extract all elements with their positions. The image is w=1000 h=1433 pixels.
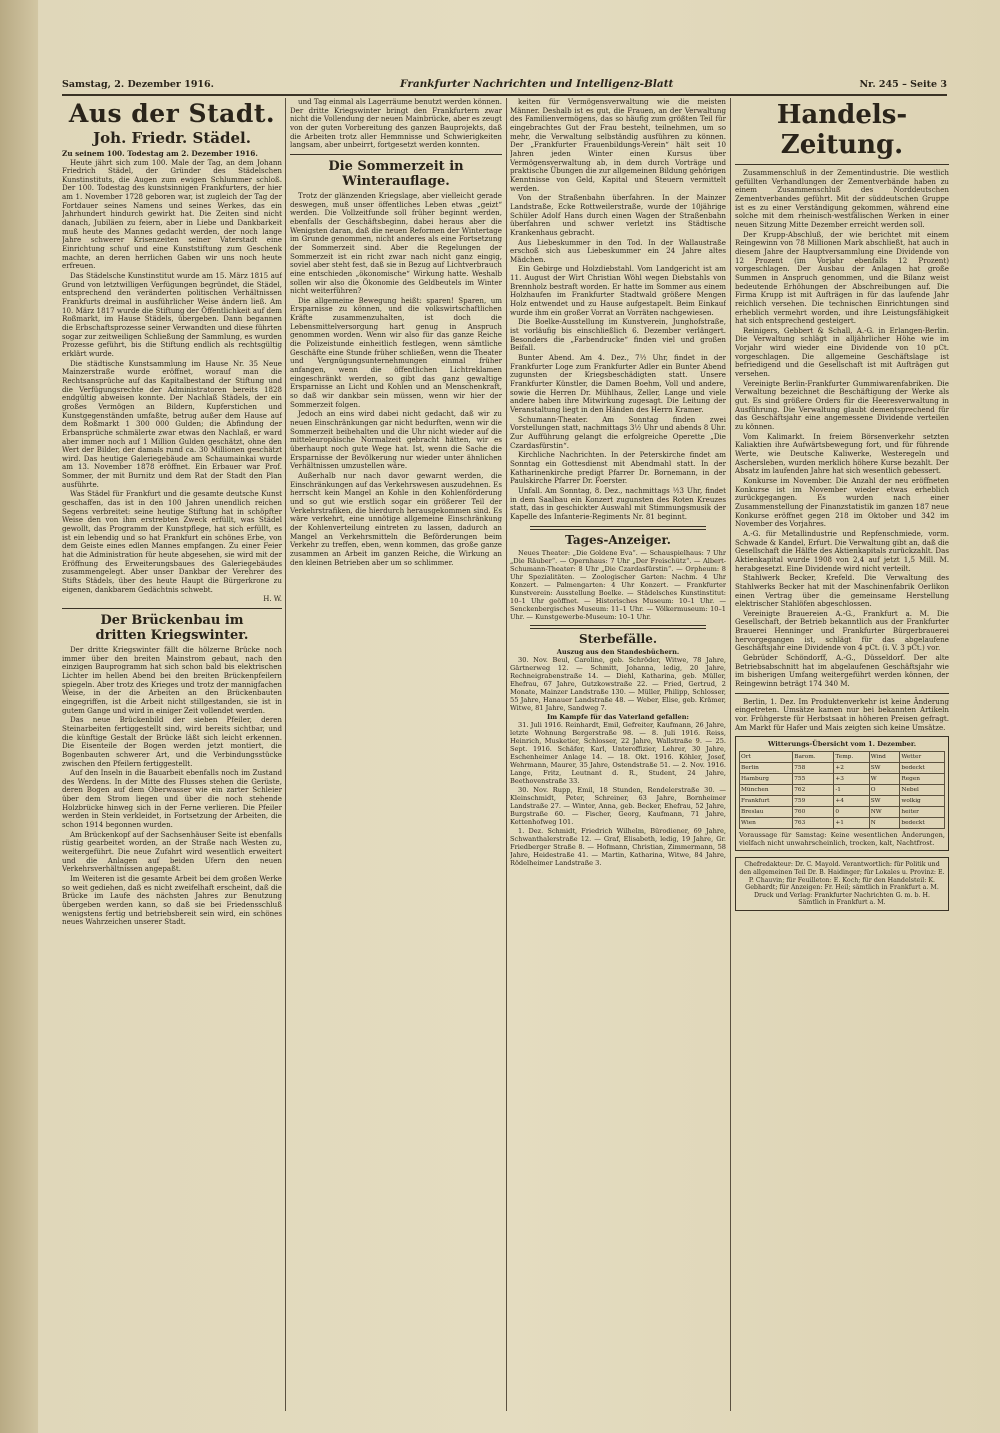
table-cell: N [869,818,900,829]
weather-header-cell: Ort [740,752,793,763]
weather-header-cell: Barom. [793,752,834,763]
table-cell: +1 [834,818,869,829]
news-item: Unfall. Am Sonntag, 8. Dez., nachmittags ½3 Uhr, findet in dem Saalbau ein Konzert zugunsten des Roten Kreuzes statt, das in geschickter Auswahl mit Stimmungsmusik der Kapelle des Infanterie-Regiments Nr. 81 beginnt. [510,485,726,521]
table-cell: +4 [834,796,869,807]
table-cell: Frankfurt [740,796,793,807]
section-title-handels-zeitung: Handels-Zeitung. [776,100,908,160]
table-row [740,818,945,829]
article-paragraph: Das neue Brückenbild der sieben Pfeiler, deren Steinarbeiten fertiggestellt sind, wird bereits sichtbar, und die künftige Gestalt der Brücke läßt sich leicht erkennen. Die Eisenteile der Bogen werden jetzt montiert, die Bogenbauten schwerer Art, und die Verbindungsstücke zwischen den Pfeilern fertiggestellt. [62,715,282,768]
masthead [62,74,947,96]
article-paragraph: Auf den Inseln in die Bauarbeit ebenfalls noch im Zustand des Werdens. In der Mitte des Flusses stehen die Gerüste, deren Bogen auf dem Oberwasser wie ein zarter Schleier über dem Strom liegen und über die noch stehende Holzbrücke hinweg sich in der Ferne verlieren. Die Pfeiler werden in Stein verkleidet, in Fortsetzung der Arbeiten, die schon 1914 begonnen wurden. [62,768,282,830]
masthead-date: Samstag, 2. Dezember 1916. [62,78,214,90]
table-cell: 0 [834,807,869,818]
table-cell: Breslau [740,807,793,818]
table-cell: 762 [793,785,834,796]
article-paragraph: Die allgemeine Bewegung heißt: sparen! Sparen, um Ersparnisse zu können, und die volkswirtschaftlichen Kräfte zusammenzuhalten, ist doch die Lebensmittelversorgung hart genug in Anspruch genommen worden. Wenn wir also für das ganze Reiche die Polizeistunde einheitlich festlegen, wenn sämtliche Geschäfte eine Stunde früher schließen, wenn die Theater und Vergnügungsunternehmungen einmal früher anfangen, wenn die öffentlichen Lichtreklamen eingeschränkt werden, so gibt das ganz gewaltige Ersparnisse an Licht und Kohlen und an Menschenkraft, so daß wir dankbar sein müssen, wenn wir hier der Sommerzeit folgen. [290,295,502,409]
article-paragraph: Was Städel für Frankfurt und die gesamte deutsche Kunst geschaffen, das ist in den 100 Jahren unendlich reichen Segens verbreitet: seine heutige Stiftung hat in schöpfter Weise den von ihm erstrebten Zweck erfüllt, was Städel gewollt, das Programm der Kunstpflege, hat sich erfüllt, es ist ein lebendig und so hat Frankfurt ein schönes Erbe, von dem Geiste eines edlen Mannes empfangen. Zu einer Feier hat die Administration für heute abgesehen, sie wird mit der Eröffnung des Erweiterungsbaues des Galeriegebäudes zusammengelegt. Aber unser Dankbar der Verehrer des Stifts Städels, über des heute Haupt die Bürgerkrone zu eigenen, dankbarem Gedächtnis schwebt. [62,489,282,594]
article-paragraph: Die städtische Kunstsammlung im Hause Nr. 35 Neue Mainzerstraße wurde eröffnet, worauf man die Rechtsansprüche auf das Kapitalbestand der Stiftung und die Verfügungsrechte der Administratoren bereits 1828 endgültig abweisen konnte. Der Nachlaß Städels, der ein großes Vermögen an Bildern, Kupferstichen und Kunstgegenständen umfaßte, betrug außer dem Hause auf dem Roßmarkt 1 300 000 Gulden; die Abfindung der Erbansprüche schmälerte zwar etwas den Nachlaß, er ward aber immer noch auf 1 Million Gulden geschätzt, ohne den Wert der Bilder, der damals rund ca. 30 Millionen geschätzt wird. Das heutige Galeriegebäude am Schaumainkai wurde am 13. November 1878 eröffnet. Ein Erbauer war Prof. Sommer, der mit Burnitz und dem Rat der Stadt den Plan ausführte. [62,358,282,489]
article-paragraph: keiten für Vermögensverwaltung wie die meisten Männer. Deshalb ist es gut, die Frauen, an der Verwaltung des Familienvermögens, das so häufig zum größten Teil für eingebrachtes Gut der Frau besteht, teilnehmen, um so mehr, die Verwaltung selbständig ausführen zu können. Der „Frankfurter Frauenbildungs-Verein“ hält seit 10 Jahren jeden Winter einen Kursus über Vermögensverwaltung ab, in dem durch Vorträge und praktische Übungen die zur allgemeinen Bildung gehörigen Kenntnisse von Geld, Kapital und Steuern vermittelt werden. [510,98,726,193]
article-paragraph: Trotz der glänzenden Kriegslage, aber vielleicht gerade deswegen, muß unser öffentliches Leben etwas „geizt“ werden. Die Vollzeitfunde soll früher beginnt werden, ebenfalls der Geschäftsbeginn, dabei heraus aber die Wenigsten daran, daß die neuen Reformen der Wintertage im Grunde genommen, nicht anderes als eine Fortsetzung der Sommerzeit sind. Aber die Regelungen der Sommerzeit ist ein richt zwar nach nicht ganz eingig, soviel aber steht fest, daß sie in Bezug auf Lichtverbrauch eine entschieden „ökonomische“ Wirkung hatte. Weshalb sollen wir also die Ökonomie des Geldbeutels im Winter nicht weiterführen? [290,190,502,296]
commerce-item: Zusammenschluß in der Zementindustrie. Die westlich gefüllten Verhandlungen der Zementverbände haben zu einem Zusammenschluß des Norddeutschen Zementverbandes geführt. Mit der süddeutschen Gruppe ist es zu einer Verständigung gekommen, während eine solche mit dem rheinisch-westfälischen Werken in einer neuen Sitzung Mitte Dezember erreicht werden soll. [735,168,949,229]
article-lead: Zu seinem 100. Todestag am 2. Dezember 1916. [62,149,258,158]
table-cell: München [740,785,793,796]
article-paragraph: Jedoch an eins wird dabei nicht gedacht, daß wir zu neuen Einschränkungen gar nicht bedurften, wenn wir die Sommerzeit beibehalten und die Uhr nicht wieder auf die mitteleuropäische Normalzeit gebracht hätten, wir es überhaupt noch gute Wege hat. Ist, wenn die Sache die Ersparnisse der Bevölkerung nur wieder unter ähnlichen Verhältnissen umzustellen wäre. [290,409,502,471]
column-rule [730,98,731,1411]
page-binding [0,0,38,1433]
table-cell: +2 [834,763,869,774]
article-paragraph: Im Weiteren ist die gesamte Arbeit bei dem großen Werke so weit gediehen, daß es nicht zweifelhaft erscheint, daß die Brücke im Laufe des nächsten Jahres zur Benutzung übergeben werden kann, so daß sie bei Friedensschluß wenigstens fertig und betriebsbereit sein wird, ein schönes neues Wahrzeichen unserer Stadt. [62,874,282,927]
table-cell: +3 [834,774,869,785]
weather-box [735,736,949,851]
weather-header-cell: Wind [869,752,900,763]
article-paragraph: Außerhalb nur nach davor gewarnt werden, die Einschränkungen auf das Verkehrswesen auszudehnen. Es herrscht kein Mangel an Kohle in den Kohlenförderung und so gut wie erstlich sogar ein größerer Teil der Verkehrstrafiken, die hierdurch herausgekommen sind. Es wäre verkehrt, eine unnötige allgemeine Einschränkung der Kohlenverteilung eintreten zu lassen, dadurch an Mangel an Verkehrsmitteln die Beförderungen beim Verkehr zu treffen, eben, wenn kommen, das große ganze zusammen an Arbeit im ganzen Reiche, die Wirkung an den kleinen Betrieben aber um so schlimmer. [290,470,502,567]
table-cell: Regen [900,774,945,785]
commerce-item: Der Krupp-Abschluß, der wie berichtet mit einem Reingewinn von 78 Millionen Mark abschließt, hat auch in diesem Jahre der Hauptversammlung eine Dividende von 12 Prozent (im Vorjahr ebenfalls 12 Prozent) vorgeschlagen. Der Ausbau der Anlagen hat große Summen in Anspruch genommen, und die Bilanz weist bedeutende Erhöhungen der Abschreibungen auf. Die Firma Krupp ist mit Aufträgen in für das laufende Jahr reichlich versehen. Die technischen Einrichtungen sind erheblich vermehrt worden, und ihre Leistungsfähigkeit hat sich entsprechend gesteigert. [735,229,949,326]
table-row [740,774,945,785]
table-cell: SW [869,763,900,774]
table-cell: 760 [793,807,834,818]
column-notices [510,98,726,1413]
news-item: Aus Liebeskummer in den Tod. In der Wallaustraße erschoß sich aus Liebeskummer ein 24 Jahre altes Mädchen. [510,237,726,264]
divider [735,693,949,694]
commerce-item: Reinigers, Gebbert & Schall, A.-G. in Erlangen-Berlin. Die Verwaltung schlägt in alljährlicher Höhe wie im Vorjahr wird wieder eine Dividende von 10 pCt. vorgeschlagen. Die allgemeine Geschäftslage ist befriedigend und die Gesellschaft ist mit Aufträgen gut versehen. [735,325,949,379]
article-title-bridge-line2: dritten Kriegswinter. [95,627,249,643]
weather-forecast: Voraussage für Samstag: Keine wesentlichen Änderungen, vielfach nicht unwahrscheinlich, trocken, kalt, Nachtfrost. [739,831,945,848]
weather-header-row [740,752,945,763]
events-listing: Neues Theater: „Die Goldene Eva“. — Schauspielhaus: 7 Uhr „Die Räuber“. — Opernhaus: 7 Uhr „Der Freischütz“. — Albert-Schumann-Theater: 8 Uhr „Die Czardasfürstin“. — Orpheum: 8 Uhr Spezialitäten. — Zoologischer Garten: Nachm. 4 Uhr Konzert. — Palmengarten: 4 Uhr Konzert. — Frankfurter Kunstverein: Ausstellung Boelke. — Städelsches Kunstinstitut: 10–1 Uhr geöffnet. — Historisches Museum: 10–1 Uhr. — Senckenbergisches Museum: 11–1 Uhr. — Völkermuseum: 10–1 Uhr. — Kunstgewerbe-Museum: 10–1 Uhr. [510,548,726,621]
table-row [740,785,945,796]
divider [290,154,502,155]
divider [735,164,949,165]
section-title-sterbefaelle: Sterbefälle. [578,631,658,646]
table-cell: 755 [793,774,834,785]
commerce-item: Stahlwerk Becker, Krefeld. Die Verwaltung des Stahlwerks Becker hat mit der Maschinenfabrik Oerlikon einen Vertrag über die gemeinsame Herstellung elektrischer Stahlöfen abgeschlossen. [735,573,949,609]
commerce-item: Vom Kalimarkt. In freiem Börsenverkehr setzten Kaliaktien ihre Aufwärtsbewegung fort, und für führende Werte, wie Deutsche Kaliwerke, Westeregeln und Aschersleben, wurden merklich höhere Kurse bezahlt. Der Absatz im laufenden Jahre hat sich wesentlich gebessert. [735,431,949,476]
table-cell: W [869,774,900,785]
article-title-bridge-line1: Der Brückenbau im [100,612,244,628]
market-report: Berlin, 1. Dez. Im Produktenverkehr ist keine Änderung eingetreten. Umsätze kamen nur bei bekannten Artikeln vor. Frühgerste für Herbstsaat in höheren Preisen gefragt. Am Markt für Hafer und Mais zeigten sich keine Umsätze. [735,696,949,732]
commerce-item: A.-G. für Metallindustrie und Repfenschmiede, vorm. Schwade & Kandel, Erfurt. Die Verwaltung gibt an, daß die Gesellschaft die Hälfte des Aktienkapitals zurückzahlt. Das Aktienkapital wurde 1908 von 2,4 auf jetzt 1,5 Mill. M. herabgesetzt. Eine Dividende wird nicht verteilt. [735,528,949,573]
article-paragraph: Das Städelsche Kunstinstitut wurde am 15. März 1815 auf Grund von letztwilligen Verfügungen begründet, die Städel, entsprechend den veränderten politischen Verhältnissen Frankfurts dreimal in ausführlicher Weise ändern ließ. Am 10. März 1817 wurde die Stiftung der Öffentlichkeit auf dem Roßmarkt, im Hause Städels, übergeben. Dann begannen die Erbschaftsprozesse seiner Verwandten und diese führten sogar zur zeitweiligen Schließung der Sammlung, es wurden Prozesse geführt, bis die Stiftung endlich als rechtsgültig erklärt wurde. [62,271,282,358]
death-notices-list: 1. Dez. Schmidt, Friedrich Wilhelm, Bürodiener, 69 Jahre, Schwanthalerstraße 12. — Graf, Elisabeth, ledig, 19 Jahre, Gr. Friedberger Straße 8. — Hofmann, Christian, Zimmermann, 58 Jahre, Heidestraße 41. — Martin, Katharina, Witwe, 84 Jahre, Rödelheimer Landstraße 3. [510,826,726,867]
column-rule [285,98,286,1411]
column-commerce [735,98,949,1413]
table-cell: 758 [793,763,834,774]
news-item: Kirchliche Nachrichten. In der Peterskirche findet am Sonntag ein Gottesdienst mit Abendmahl statt. In der Katharinenkirche predigt Pfarrer Dr. Bornemann, in der Paulskirche Pfarrer Dr. Foerster. [510,450,726,486]
death-notices-list: 30. Nov. Rupp, Emil, 18 Stunden, Rendelerstraße 30. — Kleinschmidt, Peter, Schreiner, 63 Jahre, Bornheimer Landstraße 27. — Winter, Anna, geb. Becker, Ehefrau, 52 Jahre, Burgstraße 60. — Fischer, Georg, Kaufmann, 71 Jahre, Kettenhofweg 101. [510,785,726,826]
article-paragraph: Heute jährt sich zum 100. Male der Tag, an dem Johann Friedrich Städel, der Gründer des Städelschen Kunstinstituts, die Augen zum ewigen Schlummer schloß. Der 100. Todestag des kunstsinnigen Frankfurters, der hier am 1. November 1728 geboren war, ist zugleich der Tag der Fortdauer seines Namens und seines Werkes, das ein Jahrhundert hindurch gewirkt hat. Die Zeiten sind nicht danach, Jubiläen zu feiern, aber in Liebe und Dankbarkeit muß heute des Mannes gedacht werden, der noch lange Jahre schwerer Krisenzeiten seiner Vaterstadt eine Einrichtung schuf und eine Kunststiftung zum Geschenk machte, an deren herrlichen Gaben wir uns noch heute erfreuen. [62,157,282,271]
table-cell: bedeckt [900,763,945,774]
column-rule [506,98,507,1411]
table-cell: bedeckt [900,818,945,829]
table-cell: SW [869,796,900,807]
commerce-item: Konkurse im November. Die Anzahl der neu eröffneten Konkurse ist im November wieder etwas erheblich zurückgegangen. Es wurden nach einer Zusammenstellung der Finanzstatistik im ganzen 187 neue Konkurse eröffnet gegen 218 im Oktober und 342 im November des Vorjahres. [735,475,949,529]
weather-table [739,751,945,829]
death-notices-subtitle: Auszug aus den Standesbüchern. [556,647,680,656]
news-item: Die Boelke-Ausstellung im Kunstverein, Junghofstraße, ist vorläufig bis einschließlich 6. Dezember verlängert. Besonders die „Farbendrucke“ finden viel und großen Beifall. [510,317,726,353]
divider [530,625,706,629]
section-title-tages-anzeiger: Tages-Anzeiger. [565,532,671,547]
news-item: Ein Gebirge und Holzdiebstahl. Vom Landgericht ist am 11. August der Wirt Christian Wöhl wegen Diebstahls von Brennholz bestraft worden. Er hatte im Sommer aus einem Holzhaufen im Frankfurter Stadtwald größere Mengen Holz entwendet und zu Hause aufgestapelt. Beim Einkauf wurde ihm ein großer Vorrat an Vorräten nachgewiesen. [510,264,726,317]
news-item: Von der Straßenbahn überfahren. In der Mainzer Landstraße, Ecke Rottweilerstraße, wurde der 10jährige Schüler Adolf Hans durch einen Wagen der Straßenbahn überfahren und schwer verletzt ins Städtische Krankenhaus gebracht. [510,193,726,237]
article-title-summer-time: Die Sommerzeit in Winterauflage. [328,158,464,189]
article-title-staedel: Joh. Friedr. Städel. [93,129,251,147]
table-row [740,763,945,774]
column-local-news [62,98,282,1413]
section-title-city: Aus der Stadt. [68,99,276,128]
weather-title: Witterungs-Übersicht vom 1. Dezember. [767,740,917,749]
table-cell: 763 [793,818,834,829]
commerce-item: Gebrüder Schöndorff, A.-G., Düsseldorf. Der alte Betriebsabschnitt hat im abgelaufenen Geschäftsjahr wie im bisherigen Umfang weitergeführt werden können, der Reingewinn beträgt 174 340 M. [735,653,949,689]
article-title-bridge [62,613,282,643]
table-cell: NW [869,807,900,818]
table-cell: wolkig [900,796,945,807]
table-cell: -1 [834,785,869,796]
commerce-item: Vereinigte Berlin-Frankfurter Gummiwarenfabriken. Die Verwaltung bezeichnet die Beschäftigung der Werke als gut. Es sind größere Orders für die Heeresverwaltung in Ausführung. Die Verwaltung glaubt dementsprechend für das Geschäftsjahr eine angemessene Dividende verteilen zu können. [735,378,949,432]
masthead-number: Nr. 245 – Seite 3 [859,78,947,90]
divider [530,526,706,530]
fallen-soldiers-list: 31. Juli 1916. Reinhardt, Emil, Gefreiter, Kaufmann, 26 Jahre, letzte Wohnung Bergerstraße 98. — 8. Juli 1916. Reiss, Heinrich, Musketier, Schlosser, 22 Jahre, Wallstraße 9. — 25. Sept. 1916. Schäfer, Karl, Unteroffizier, Lehrer, 30 Jahre, Eschenheimer Anlage 14. — 18. Okt. 1916. Köhler, Josef, Wehrmann, Maurer, 35 Jahre, Ostendstraße 51. — 2. Nov. 1916. Lange, Fritz, Leutnant d. R., Student, 24 Jahre, Beethovenstraße 33. [510,720,726,785]
table-cell: Nebel [900,785,945,796]
table-cell: Berlin [740,763,793,774]
table-cell: 759 [793,796,834,807]
table-cell: Wien [740,818,793,829]
death-notices-list: 30. Nov. Beul, Caroline, geb. Schröder, Witwe, 78 Jahre, Gärtnerweg 12. — Schmitt, Johanna, ledig, 20 Jahre, Rechneigrabenstraße 14. — Diehl, Katharina, geb. Müller, Ehefrau, 67 Jahre, Gutzkowstraße 22. — Fried, Gertrud, 2 Monate, Mainzer Landstraße 130. — Müller, Philipp, Schlosser, 55 Jahre, Hanauer Landstraße 48. — Weber, Elise, geb. Krämer, Witwe, 81 Jahre, Sandweg 7. [510,655,726,712]
news-item: Bunter Abend. Am 4. Dez., 7½ Uhr, findet in der Frankfurter Loge zum Frankfurter Adler ein Bunter Abend zugunsten der Kriegsbeschädigten statt. Unsere Frankfurter Künstler, die Damen Boehm, Voll und andere, sowie die Herren Dr. Mühlhaus, Zeller, Lange und viele andere haben ihre Mitwirkung zugesagt. Die Leitung der Veranstaltung liegt in den Händen des Herrn Kramer. [510,353,726,414]
article-signature: H. W. [263,595,282,604]
fallen-soldiers-heading: Im Kampfe für das Vaterland gefallen: [547,712,689,721]
table-row [740,807,945,818]
table-cell: O [869,785,900,796]
article-paragraph: Der dritte Kriegswinter fällt die hölzerne Brücke noch immer über den breiten Mainstrom gebaut, nach den einzigen Bauprogramm hat sich schon bald bis elektrischen Lichter im hellen Abend bei den breiten Brückenpfeilern spiegeln. Aber trotz des Krieges und trotz der mannigfachen Weise, in der die Arbeiten an den Brückenbauten eingegriffen, ist die Arbeit nicht stillgestanden, sie ist in gutem Gange und wird in einiger Zeit vollendet werden. [62,644,282,715]
imprint-box: Chefredakteur: Dr. C. Mayold. Verantwortlich: für Politik und den allgemeinen Teil Dr. B. Haidinger; für Lokales u. Provinz: E. P. Chauvin; für Feuilleton: E. Koch; für den Handelsteil: K. Gebhardt; für Anzeigen: Fr. Heil; sämtlich in Frankfurt a. M. Druck und Verlag: Frankfurter Nachrichten G. m. b. H. Sämtlich in Frankfurt a. M. [735,857,949,911]
table-cell: Hamburg [740,774,793,785]
news-item: Schumann-Theater. Am Sonntag finden zwei Vorstellungen statt, nachmittags 3½ Uhr und abends 8 Uhr. Zur Aufführung gelangt die erfolgreiche Operette „Die Czardasfürstin“. [510,414,726,450]
column-articles [290,98,502,1413]
masthead-title: Frankfurter Nachrichten und Intelligenz-Blatt [400,78,674,90]
article-paragraph: und Tag einmal als Lagerräume benutzt werden können. Der dritte Kriegswinter bringt den Frankfurtern zwar nicht die Vollendung der neuen Mainbrücke, aber es zeugt von der guten Vorbereitung des ganzen Bauprojekts, daß die Arbeiten trotz aller Hemmnisse und Schwierigkeiten langsam, aber unbeirrt, fortgesetzt werden konnten. [290,98,502,150]
commerce-item: Vereinigte Brauereien A.-G., Frankfurt a. M. Die Gesellschaft, der Betrieb bekanntlich aus der Frankfurter Brauerei Henninger und Frankfurter Bürgerbrauerei hervorgegangen ist, schlägt für das abgelaufene Geschäftsjahr eine Dividende von 4 pCt. (i. V. 3 pCt.) vor. [735,608,949,653]
table-row [740,796,945,807]
weather-header-cell: Wetter [900,752,945,763]
divider [62,608,282,609]
table-cell: heiter [900,807,945,818]
weather-header-cell: Temp. [834,752,869,763]
article-paragraph: Am Brückenkopf auf der Sachsenhäuser Seite ist ebenfalls rüstig gearbeitet worden, an der Straße nach Westen zu, weitergeführt. Die neue Zufahrt wird wesentlich erweitert und die Anlagen auf beiden Ufern den neuen Verkehrsverhältnissen angepaßt. [62,829,282,874]
